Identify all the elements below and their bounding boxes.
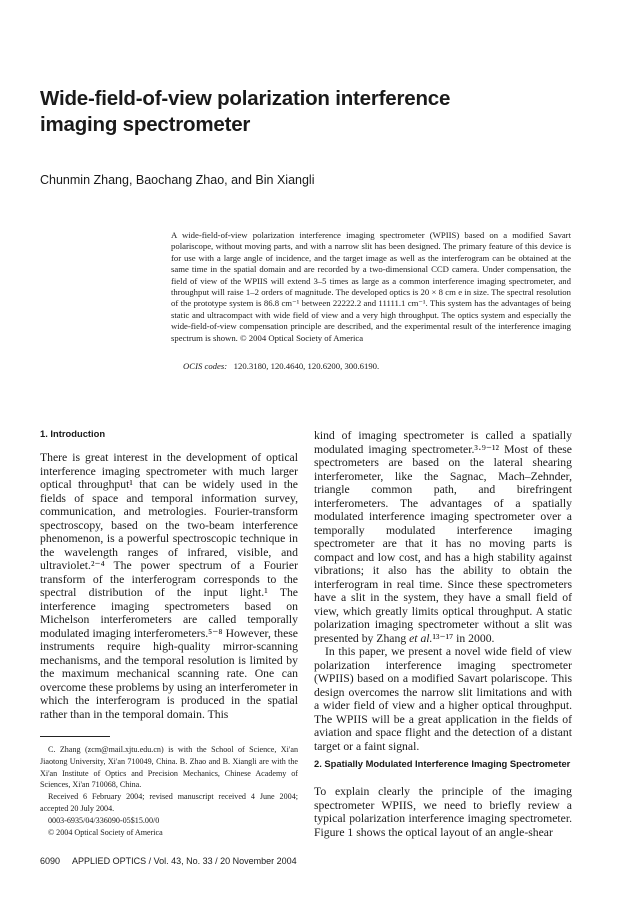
author-list: Chunmin Zhang, Baochang Zhao, and Bin Xiangli — [40, 173, 315, 187]
left-column — [40, 451, 298, 721]
footnote-affiliation: C. Zhang (zcm@mail.xjtu.edu.cn) is with the School of Science, Xi'an Jiaotong University, Xi'an 710049, China. B. Zhao and B. Xiangli are with the Xi'an Institute of Optics and Precision Mechanics, Chinese Academy of Sciences, Xi'an 710068, China. — [40, 745, 298, 790]
intro-paragraph-1: There is great interest in the development of optical interference imaging spectrometer with much larger optical throughput¹ that can be widely used in the fields of space and temporal information survey, communication, and metrologies. Fourier-transform spectroscopy, based on the two-beam interference phenomenon, is a powerful spectroscopic technique in the wavelength ranges of infrared, visible, and ultraviolet.²⁻⁴ The power spectrum of a Fourier transform of the interferogram corresponds to the spectral distribution of the input light.¹ The interference imaging spectrometers based on Michelson interferometers are called temporally modulated imaging interferometers.⁵⁻⁸ However, these instruments require high-quality mirror-scanning mechanisms, and the temporal resolution is limited by the maximum mechanical scanning rate. One can overcome these problems by using an interferometer in which the interferogram is produced in the spatial rather than in the temporal domain. This — [40, 451, 299, 721]
section-2-body — [314, 785, 572, 839]
title-line-2: imaging spectrometer — [40, 113, 251, 136]
section-2-paragraph-1: To explain clearly the principle of the imaging spectrometer WPIIS, we need to briefly review a typical polarization interference imaging spectrometer. Figure 1 shows the optical layout of an angle-shear — [314, 785, 572, 839]
ocis-label: OCIS codes: — [183, 361, 228, 371]
footnote-price: 0003-6935/04/336090-05$15.00/0 — [48, 815, 160, 825]
section-2-heading: 2. Spatially Modulated Interference Imaging Spectrometer — [314, 758, 571, 769]
intro-paragraph-1-text: kind of imaging spectrometer is called a spatially modulated imaging spectrometer.³·⁹⁻¹² Most of these spectrometers are based on the lateral shearing interferometer, like the Sagnac, Mach–Zehnder, triangle common path, and birefringent interferometers. The advantages of a spatially modulated interference imaging spectrometer over a temporally modulated interference imaging spectrometer are that it has no moving parts is compact and low cost, and has a high stability against vibrations; it also has the ability to obtain the interferogram in real time. Since these spectrometers have a slit in the system, they have a small field of view, which greatly limits optical throughput. A static polarization imaging spectrometer without a slit was presented by Zhang — [314, 429, 572, 645]
paper-title — [40, 86, 580, 138]
ocis-line — [183, 361, 379, 371]
right-column — [314, 429, 572, 753]
footnote-copyright: © 2004 Optical Society of America — [48, 827, 163, 837]
page-footer — [40, 856, 305, 866]
intro-paragraph-1-continued — [314, 429, 572, 645]
et-al: et al. — [409, 631, 433, 645]
footnote-rule — [40, 736, 110, 737]
ocis-codes: 120.3180, 120.4640, 120.6200, 300.6190. — [233, 361, 380, 371]
intro-paragraph-1-end: ¹³⁻¹⁷ in 2000. — [432, 631, 495, 645]
footnotes — [40, 744, 298, 838]
title-line-1: Wide-field-of-view polarization interference — [40, 87, 451, 110]
intro-paragraph-2: In this paper, we present a novel wide field of view polarization interference imaging spectrometer (WPIIS) based on a modified Savart polariscope. This design overcomes the narrow slit limitations and with a wider field of view and a higher optical throughput. The WPIIS will be a great application in the fields of aviation and space flight and the detection of a distant target or a faint signal. — [314, 645, 572, 753]
abstract: A wide-field-of-view polarization interference imaging spectrometer (WPIIS) based on a modified Savart polariscope, without moving parts, and with a narrow slit has been designed. The primary feature of this device is for use with a large angle of incidence, and the target image as well as the interferogram can be obtained at the same time in the spatial domain and are recorded by a two-dimensional CCD camera. Under compensation, the field of view of the WPIIS will extend 3–5 times as large as a common interference imaging spectrometer, and throughput will raise 1–2 orders of magnitude. The developed optics is 20 × 8 cm e in size. The spectral resolution of the prototype system is 86.8 cm⁻¹ between 22222.2 and 11111.1 cm⁻¹. This system has the advantages of being static and ultracompact with wide field of view and a very high throughput. The optics system and especially the wide-field-of-view compensation principle are described, and the experimental result of the interference imaging spectrum is shown. © 2004 Optical Society of America — [171, 230, 571, 343]
page-number: 6090 — [40, 856, 61, 866]
section-1-heading: 1. Introduction — [40, 428, 106, 439]
journal-info: APPLIED OPTICS / Vol. 43, No. 33 / 20 November 2004 — [72, 856, 297, 866]
footnote-received: Received 6 February 2004; revised manuscript received 4 June 2004; accepted 20 July 2004. — [40, 792, 298, 813]
